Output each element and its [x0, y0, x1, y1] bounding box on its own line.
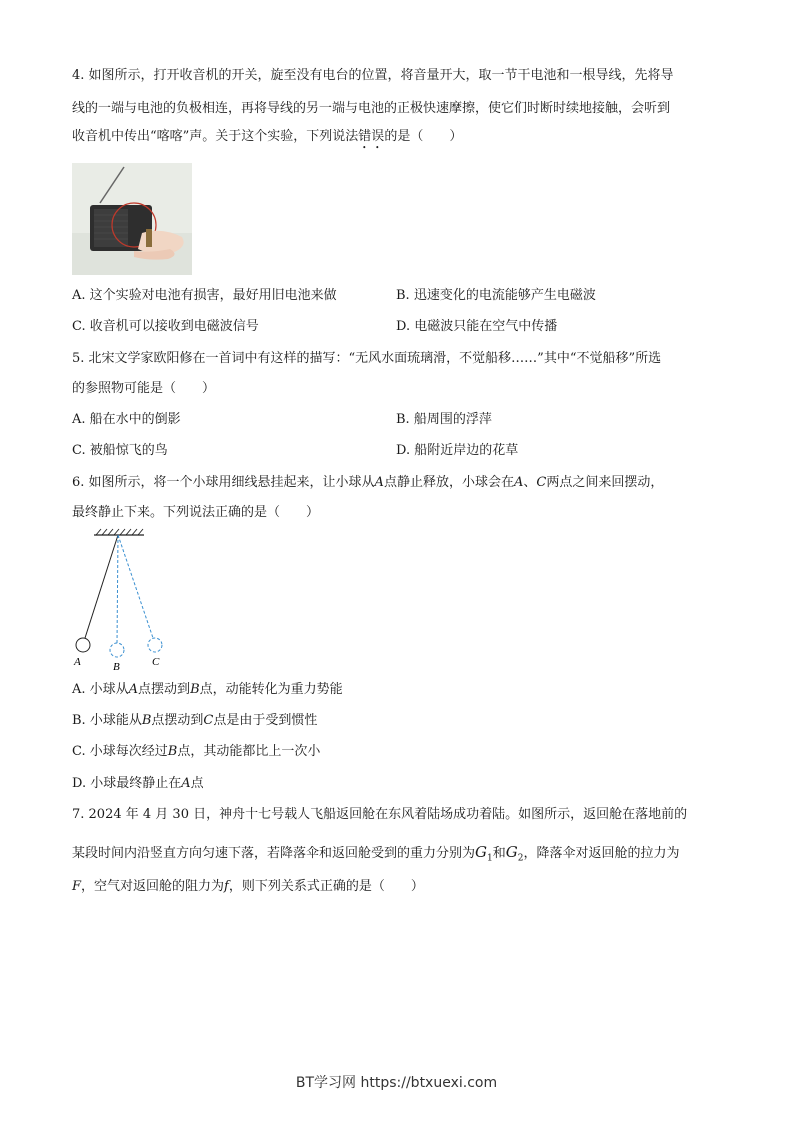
q6-option-c[interactable]: C. 小球每次经过B点，其动能都比上一次小	[72, 744, 321, 759]
q6-stem-line1: 6. 如图所示，将一个小球用细线悬挂起来，让小球从A点静止释放，小球会在A、C两点之间来回摆动，	[72, 475, 664, 490]
q7-stem-line3: F，空气对返回舱的阻力为f，则下列关系式正确的是（ ）	[72, 879, 424, 894]
q4-option-a[interactable]: A. 这个实验对电池有损害，最好用旧电池来做	[72, 288, 337, 303]
q4-option-b[interactable]: B. 迅速变化的电流能够产生电磁波	[396, 288, 596, 303]
q4-option-c[interactable]: C. 收音机可以接收到电磁波信号	[72, 319, 259, 334]
label-a: A	[74, 656, 81, 668]
q5-option-d[interactable]: D. 船附近岸边的花草	[396, 443, 519, 458]
footer-watermark: BT学习网 https://btxuexi.com	[295, 1075, 498, 1091]
label-b: B	[113, 661, 120, 673]
radio-experiment-photo	[72, 163, 192, 275]
q5-option-b[interactable]: B. 船周围的浮萍	[396, 412, 492, 427]
q6-option-d[interactable]: D. 小球最终静止在A点	[72, 776, 204, 791]
q6-option-b[interactable]: B. 小球能从B点摆动到C点是由于受到惯性	[72, 713, 318, 728]
q4-option-d[interactable]: D. 电磁波只能在空气中传播	[396, 319, 558, 334]
q6-stem-line2: 最终静止下来。下列说法正确的是（ ）	[72, 505, 320, 520]
q7-stem-line2: 某段时间内沿竖直方向匀速下落，若降落伞和返回舱受到的重力分别为$G_1$和$G_2$，降落伞对返回舱的拉力为	[72, 843, 680, 864]
pendulum-diagram	[70, 528, 170, 673]
q4-stem-line1: 4. 如图所示，打开收音机的开关，旋至没有电台的位置，将音量开大，取一节干电池和一根导线，先将导	[72, 68, 674, 83]
label-c: C	[152, 656, 160, 668]
q6-option-a[interactable]: A. 小球从A点摆动到B点，动能转化为重力势能	[72, 682, 343, 697]
q5-stem-line2: 的参照物可能是（ ）	[72, 381, 216, 396]
emphasis-mark: 错误	[358, 129, 385, 144]
q4-stem-line3: 收音机中传出“喀喀”声。关于这个实验，下列说法错误的是（ ）	[72, 129, 463, 144]
q5-stem-line1: 5. 北宋文学家欧阳修在一首词中有这样的描写：“无风水面琉璃滑，不觉船移……”其中“不觉船移”所选	[72, 351, 662, 366]
q7-stem-line1: 7. 2024 年 4 月 30 日，神舟十七号载人飞船返回舱在东风着陆场成功着陆。如图所示，返回舱在落地前的	[72, 807, 688, 822]
q4-stem-line2: 线的一端与电池的负极相连，再将导线的另一端与电池的正极快速摩擦，使它们时断时续地接触，会听到	[72, 101, 671, 116]
q5-option-a[interactable]: A. 船在水中的倒影	[72, 412, 181, 427]
q5-option-c[interactable]: C. 被船惊飞的鸟	[72, 443, 168, 458]
